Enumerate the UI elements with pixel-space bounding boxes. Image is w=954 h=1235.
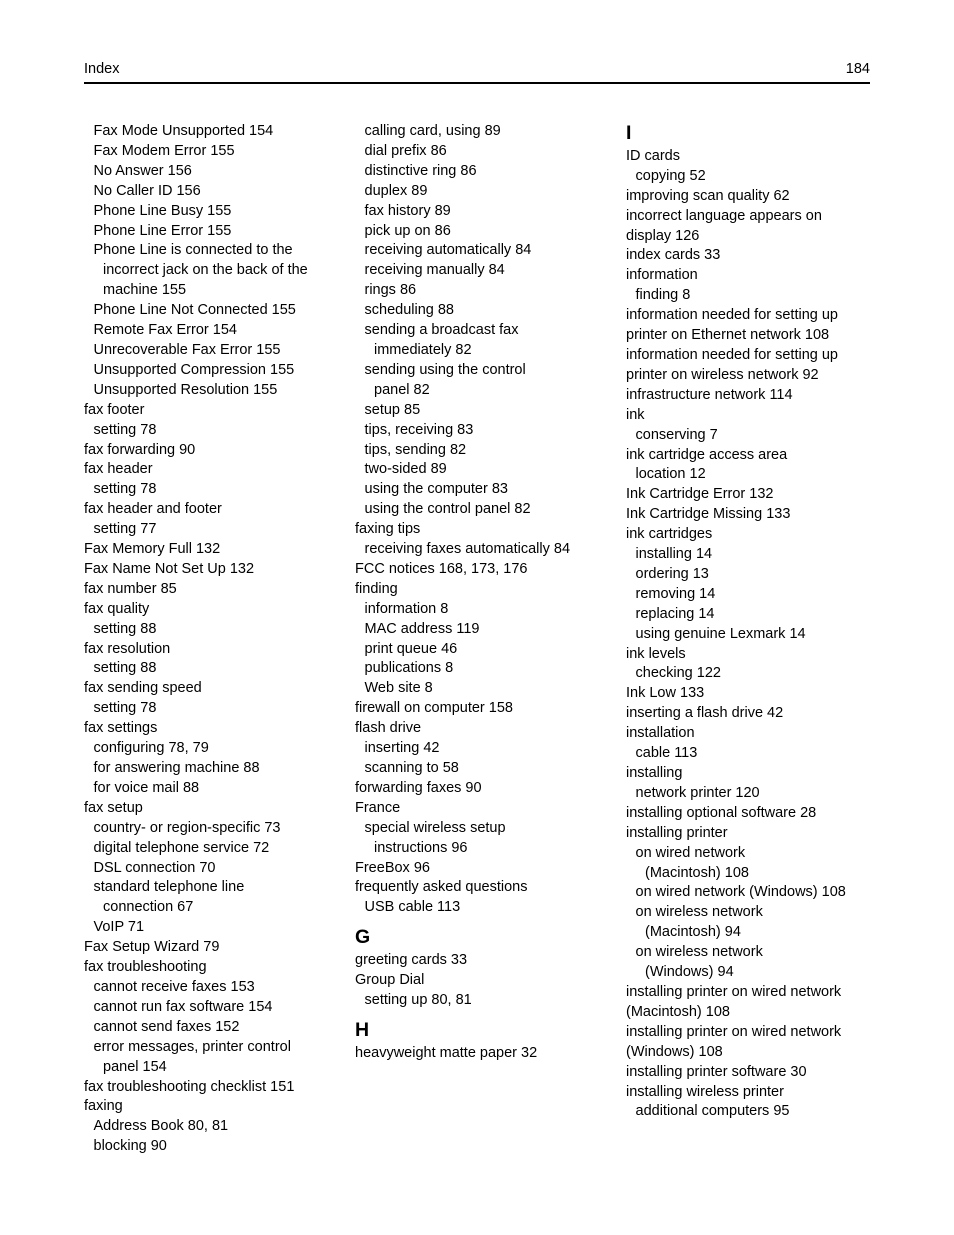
- index-entry: fax setup: [84, 799, 143, 816]
- index-entry: Fax Memory Full 132: [84, 541, 221, 558]
- index-entry: FreeBox 96: [355, 859, 430, 876]
- index-subentry: removing 14: [635, 585, 716, 602]
- header-section-title: Index: [84, 61, 120, 77]
- index-column-3: [626, 122, 886, 1122]
- index-subentry: receiving faxes automatically 84: [364, 541, 571, 558]
- index-entry: FCC notices 168, 173, 176: [355, 560, 528, 577]
- index-letter-heading: I: [626, 122, 632, 144]
- index-subentry: copying 52: [635, 167, 706, 184]
- index-subentry: using the computer 83: [364, 481, 508, 498]
- index-entry: installing optional software 28: [626, 804, 817, 821]
- index-subentry: USB cable 113: [364, 899, 461, 916]
- index-subentry: cable 113: [635, 745, 698, 762]
- index-letter-heading: H: [355, 1018, 370, 1041]
- index-entry: information: [626, 267, 698, 284]
- index-subentry: two-sided 89: [364, 461, 447, 478]
- index-subentry: tips, receiving 83: [364, 421, 474, 438]
- index-entry: greeting cards 33: [355, 952, 468, 969]
- index-column-1: [84, 122, 344, 1157]
- index-subentry: immediately 82: [374, 341, 472, 358]
- index-entry: installing printer software 30: [626, 1063, 807, 1080]
- index-subentry: setting 78: [93, 421, 157, 438]
- index-entry: printer on wireless network 92: [626, 366, 819, 383]
- index-subentry: Phone Line Error 155: [93, 222, 232, 239]
- index-entry: ink cartridge access area: [626, 446, 788, 463]
- index-entry: Ink Cartridge Error 132: [626, 486, 774, 503]
- index-entry: incorrect language appears on: [626, 207, 822, 224]
- index-subentry: cannot run fax software 154: [93, 998, 273, 1015]
- index-subentry: inserting 42: [364, 740, 440, 757]
- index-subentry: installing 14: [635, 546, 713, 563]
- index-subentry: setting up 80, 81: [364, 991, 472, 1008]
- index-entry: faxing: [84, 1098, 123, 1115]
- index-subentry: using genuine Lexmark 14: [635, 625, 806, 642]
- index-subentry: scheduling 88: [364, 302, 454, 319]
- index-subentry: setting 77: [93, 521, 157, 538]
- index-entry: information needed for setting up: [626, 307, 838, 324]
- index-entry: fax footer: [84, 401, 145, 418]
- index-subentry: Remote Fax Error 154: [93, 322, 237, 339]
- index-entry: information needed for setting up: [626, 346, 838, 363]
- index-subentry: setup 85: [364, 401, 421, 418]
- index-subentry: checking 122: [635, 665, 721, 682]
- index-subentry: Unsupported Resolution 155: [93, 381, 278, 398]
- index-subentry: error messages, printer control: [93, 1038, 291, 1055]
- index-subentry: tips, sending 82: [364, 441, 467, 458]
- index-subentry: configuring 78, 79: [93, 740, 209, 757]
- index-subentry: using the control panel 82: [364, 501, 531, 518]
- index-entry: Fax Setup Wizard 79: [84, 939, 220, 956]
- index-subentry: location 12: [635, 466, 706, 483]
- index-entry: improving scan quality 62: [626, 187, 790, 204]
- index-subentry: on wired network: [635, 844, 746, 861]
- index-entry: fax sending speed: [84, 680, 202, 697]
- index-entry: ink: [626, 406, 645, 423]
- index-subentry: (Macintosh) 108: [645, 864, 749, 881]
- index-entry: ink levels: [626, 645, 686, 662]
- index-subentry: distinctive ring 86: [364, 162, 477, 179]
- index-subentry: Unsupported Compression 155: [93, 361, 295, 378]
- index-subentry: sending a broadcast fax: [364, 322, 519, 339]
- index-column-2: [355, 122, 615, 1064]
- index-subentry: network printer 120: [635, 784, 760, 801]
- index-subentry: cannot send faxes 152: [93, 1018, 240, 1035]
- index-entry: printer on Ethernet network 108: [626, 327, 830, 344]
- index-subentry: instructions 96: [374, 839, 468, 856]
- index-subentry: DSL connection 70: [93, 859, 216, 876]
- page-header: [84, 60, 870, 84]
- index-subentry: panel 154: [103, 1058, 167, 1075]
- index-entry: fax quality: [84, 600, 150, 617]
- index-subentry: No Answer 156: [93, 162, 192, 179]
- index-subentry: scanning to 58: [364, 760, 459, 776]
- index-subentry: conserving 7: [635, 426, 718, 443]
- index-subentry: Phone Line Busy 155: [93, 202, 232, 219]
- index-subentry: Address Book 80, 81: [93, 1118, 229, 1135]
- index-subentry: fax history 89: [364, 202, 451, 219]
- index-subentry: pick up on 86: [364, 222, 451, 239]
- index-subentry: blocking 90: [93, 1138, 167, 1155]
- index-entry: (Windows) 108: [626, 1043, 723, 1060]
- index-entry: installing wireless printer: [626, 1083, 784, 1100]
- index-subentry: dial prefix 86: [364, 142, 447, 159]
- index-subentry: (Windows) 94: [645, 964, 734, 981]
- index-subentry: additional computers 95: [635, 1103, 790, 1120]
- index-subentry: on wired network (Windows) 108: [635, 884, 846, 901]
- index-subentry: receiving manually 84: [364, 262, 505, 279]
- index-subentry: country- or region-specific 73: [93, 819, 281, 836]
- index-subentry: setting 78: [93, 700, 157, 717]
- index-subentry: sending using the control: [364, 361, 526, 378]
- index-subentry: Unrecoverable Fax Error 155: [93, 341, 281, 358]
- index-subentry: information 8: [364, 600, 449, 617]
- index-subentry: setting 88: [93, 660, 157, 677]
- index-entry: firewall on computer 158: [355, 700, 513, 717]
- index-entry: faxing tips: [355, 521, 421, 538]
- index-subentry: Phone Line Not Connected 155: [93, 302, 296, 319]
- index-entry: index cards 33: [626, 247, 721, 264]
- index-entry: Fax Name Not Set Up 132: [84, 560, 255, 577]
- index-subentry: ordering 13: [635, 565, 709, 582]
- index-subentry: (Macintosh) 94: [645, 924, 741, 941]
- index-subentry: publications 8: [364, 660, 454, 677]
- index-entry: installing printer on wired network: [626, 983, 842, 1000]
- index-entry: ID cards: [626, 147, 680, 164]
- index-subentry: VoIP 71: [93, 919, 145, 936]
- index-entry: finding: [355, 580, 398, 597]
- index-entry: infrastructure network 114: [626, 386, 793, 403]
- index-entry: display 126: [626, 227, 700, 244]
- index-entry: fax number 85: [84, 580, 177, 597]
- index-subentry: receiving automatically 84: [364, 242, 532, 259]
- index-subentry: connection 67: [103, 899, 194, 916]
- index-entry: fax settings: [84, 720, 158, 737]
- index-subentry: digital telephone service 72: [93, 839, 270, 856]
- index-entry: installing printer on wired network: [626, 1023, 842, 1040]
- index-subentry: for answering machine 88: [93, 760, 260, 776]
- index-entry: fax header and footer: [84, 501, 222, 518]
- index-subentry: MAC address 119: [364, 620, 480, 637]
- index-subentry: on wireless network: [635, 904, 763, 921]
- index-subentry: standard telephone line: [93, 879, 245, 896]
- header-page-number: 184: [845, 61, 870, 77]
- index-entry: inserting a flash drive 42: [626, 705, 784, 722]
- index-entry: Ink Cartridge Missing 133: [626, 506, 791, 523]
- index-subentry: machine 155: [103, 282, 187, 299]
- index-entry: fax forwarding 90: [84, 441, 196, 458]
- index-entry: France: [355, 799, 401, 816]
- index-entry: fax troubleshooting: [84, 959, 207, 976]
- index-entry: fax resolution: [84, 640, 171, 657]
- index-subentry: calling card, using 89: [364, 123, 501, 139]
- index-entry: fax header: [84, 461, 153, 478]
- index-subentry: panel 82: [374, 381, 430, 398]
- index-entry: forwarding faxes 90: [355, 779, 482, 796]
- index-letter-heading: G: [355, 926, 371, 949]
- index-subentry: on wireless network: [635, 944, 763, 961]
- index-subentry: finding 8: [635, 287, 691, 304]
- index-entry: installing printer: [626, 824, 728, 841]
- index-entry: flash drive: [355, 720, 422, 737]
- index-subentry: cannot receive faxes 153: [93, 978, 255, 995]
- index-subentry: Fax Modem Error 155: [93, 142, 235, 159]
- index-subentry: No Caller ID 156: [93, 182, 201, 199]
- index-subentry: print queue 46: [364, 640, 458, 657]
- index-subentry: rings 86: [364, 282, 417, 299]
- index-entry: Ink Low 133: [626, 685, 705, 702]
- index-subentry: for voice mail 88: [93, 779, 200, 796]
- index-entry: heavyweight matte paper 32: [355, 1044, 538, 1061]
- index-entry: (Macintosh) 108: [626, 1003, 730, 1020]
- index-subentry: replacing 14: [635, 605, 715, 622]
- index-subentry: setting 78: [93, 481, 157, 498]
- index-subentry: special wireless setup: [364, 819, 506, 836]
- index-subentry: incorrect jack on the back of the: [103, 262, 308, 279]
- index-subentry: Web site 8: [364, 680, 433, 697]
- index-subentry: setting 88: [93, 620, 157, 637]
- index-entry: Group Dial: [355, 972, 425, 989]
- index-entry: installing: [626, 765, 683, 781]
- index-subentry: Fax Mode Unsupported 154: [93, 123, 274, 139]
- index-entry: ink cartridges: [626, 526, 713, 543]
- index-entry: fax troubleshooting checklist 151: [84, 1078, 295, 1095]
- index-subentry: duplex 89: [364, 182, 428, 199]
- index-entry: frequently asked questions: [355, 879, 528, 896]
- index-subentry: Phone Line is connected to the: [93, 242, 293, 259]
- index-entry: installation: [626, 725, 695, 742]
